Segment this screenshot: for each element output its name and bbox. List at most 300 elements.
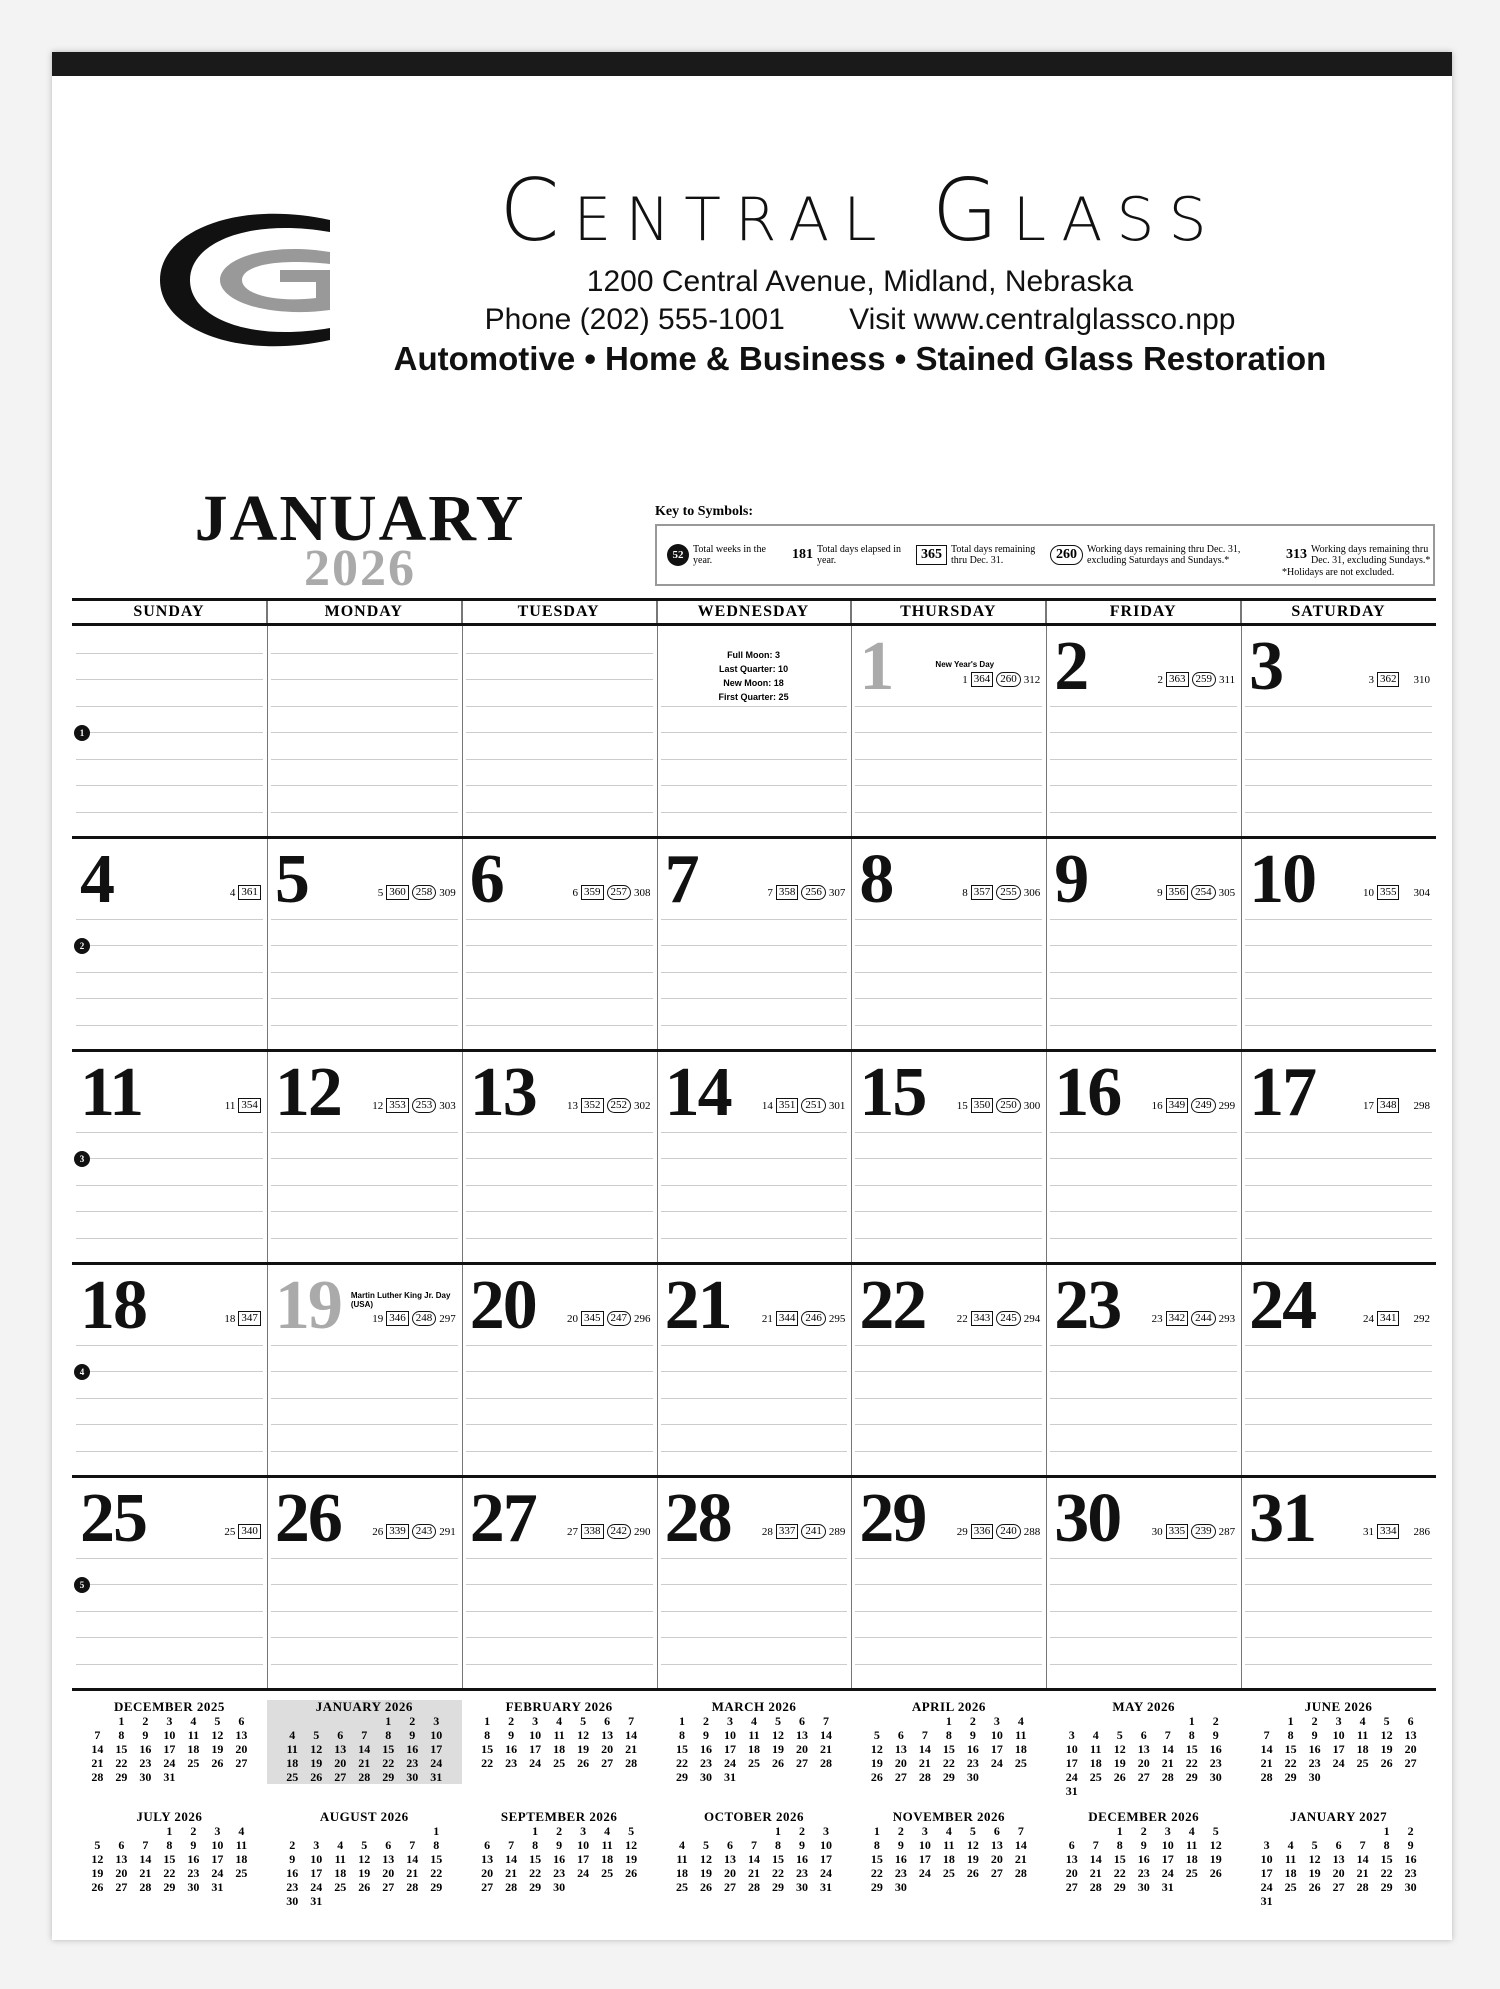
mini-day: 3: [313, 1838, 320, 1852]
writing-line: [466, 732, 653, 733]
mini-day: 1: [873, 1824, 880, 1838]
writing-line: [661, 972, 848, 973]
mini-day: 31: [211, 1880, 224, 1894]
mini-day: 21: [91, 1756, 104, 1770]
day-stats: [954, 1098, 1041, 1113]
day-stats: [1149, 1311, 1236, 1326]
mini-day: 16: [1308, 1742, 1321, 1756]
day-number: 22: [859, 1267, 926, 1344]
day-cell: [72, 626, 267, 836]
writing-line: [271, 785, 458, 786]
mini-day: 4: [1287, 1838, 1294, 1852]
day-cell: [462, 1052, 657, 1262]
workdays-remaining: 249: [1191, 1098, 1216, 1113]
day-stats: [221, 1311, 261, 1326]
mini-calendar-days: [72, 1824, 267, 1894]
mini-day: 15: [1113, 1852, 1126, 1866]
mini-day: 30: [286, 1894, 299, 1908]
mini-day: 7: [142, 1838, 149, 1852]
mini-calendar: [1046, 1810, 1241, 1894]
mini-calendar: [657, 1700, 852, 1784]
mini-blank: [304, 1714, 328, 1728]
day-number: 15: [859, 1054, 926, 1131]
mini-day: 21: [819, 1742, 832, 1756]
writing-line: [466, 1025, 653, 1026]
mini-day: 26: [577, 1756, 590, 1770]
mini-day: 18: [235, 1852, 248, 1866]
days-remaining: 362: [1377, 672, 1400, 687]
mini-day: 13: [1332, 1852, 1345, 1866]
writing-line: [1050, 1211, 1237, 1212]
mini-blank: [328, 1714, 352, 1728]
writing-line: [271, 653, 458, 654]
mini-day: 11: [235, 1838, 248, 1852]
mini-day: 13: [894, 1742, 907, 1756]
mini-day: 10: [163, 1728, 176, 1742]
moon-phase: Last Quarter: 10: [719, 664, 789, 674]
mini-day: 6: [484, 1838, 491, 1852]
mini-blank: [352, 1714, 376, 1728]
day-stats: [1149, 1098, 1236, 1113]
weekday-label: SATURDAY: [1291, 603, 1386, 620]
mini-blank: [133, 1824, 157, 1838]
workdays-sat-remaining: 311: [1219, 673, 1236, 686]
day-number: 11: [80, 1054, 143, 1131]
day-cell: [72, 1052, 267, 1262]
mini-day: 8: [774, 1838, 781, 1852]
mini-day: 28: [1260, 1770, 1273, 1784]
writing-line: [271, 706, 458, 707]
writing-line: [855, 1345, 1042, 1346]
mini-calendar: [72, 1700, 267, 1784]
mini-day: 31: [819, 1880, 832, 1894]
mini-day: 16: [505, 1742, 518, 1756]
days-remaining: 358: [776, 885, 799, 900]
mini-day: 5: [774, 1714, 781, 1728]
mini-day: 27: [382, 1880, 395, 1894]
mini-day: 25: [235, 1866, 248, 1880]
mini-day: 29: [942, 1770, 955, 1784]
day-number: 6: [469, 841, 503, 918]
mini-day: 2: [1407, 1824, 1414, 1838]
workdays-remaining: 259: [1192, 672, 1217, 687]
writing-line: [76, 972, 263, 973]
writing-line: [855, 972, 1042, 973]
writing-line: [271, 1451, 458, 1452]
day-cell: [462, 1265, 657, 1475]
mini-day: 14: [747, 1852, 760, 1866]
mini-blank: [742, 1824, 766, 1838]
mini-day: 23: [1137, 1866, 1150, 1880]
mini-day: 17: [577, 1852, 590, 1866]
writing-line: [271, 1132, 458, 1133]
mini-day: 27: [1332, 1880, 1345, 1894]
key-symbol: 52: [667, 544, 689, 566]
mini-calendar-days: [267, 1714, 462, 1784]
mini-day: 7: [1263, 1728, 1270, 1742]
day-stats: [564, 1098, 651, 1113]
key-symbol: 181: [792, 547, 813, 562]
mini-day: 16: [139, 1742, 152, 1756]
mini-day: 1: [484, 1714, 491, 1728]
workdays-remaining: 245: [996, 1311, 1021, 1326]
mini-day: 22: [1380, 1866, 1393, 1880]
mini-day: 23: [795, 1866, 808, 1880]
mini-day: 25: [601, 1866, 614, 1880]
mini-day: 14: [1014, 1838, 1027, 1852]
mini-calendar: [267, 1810, 462, 1908]
mini-day: 2: [409, 1714, 416, 1728]
mini-day: 14: [1356, 1852, 1369, 1866]
mini-day: 1: [532, 1824, 539, 1838]
writing-line: [661, 1611, 848, 1612]
mini-day: 27: [481, 1880, 494, 1894]
key-description: Working days remaining thru Dec. 31, excluding Saturdays and Sundays.*: [1087, 544, 1241, 566]
mini-day: 2: [702, 1714, 709, 1728]
writing-line: [1050, 759, 1237, 760]
mini-day: 2: [1311, 1714, 1318, 1728]
mini-day: 18: [942, 1852, 955, 1866]
mini-blank: [475, 1824, 499, 1838]
mini-day: 13: [601, 1728, 614, 1742]
key-item: [1286, 544, 1441, 566]
day-cell: [657, 626, 852, 836]
workdays-sat-remaining: 290: [634, 1525, 651, 1538]
mini-day: 4: [1092, 1728, 1099, 1742]
day-stats: [1155, 672, 1236, 687]
mini-day: 11: [1015, 1728, 1027, 1742]
mini-day: 25: [286, 1770, 299, 1784]
writing-line: [661, 1558, 848, 1559]
mini-day: 19: [966, 1852, 979, 1866]
weekday-label: SUNDAY: [72, 601, 267, 623]
days-elapsed: 22: [956, 1312, 968, 1325]
writing-line: [855, 919, 1042, 920]
mini-day: 7: [822, 1714, 829, 1728]
mini-day: 19: [1380, 1742, 1393, 1756]
mini-day: 12: [1113, 1742, 1126, 1756]
mini-day: 15: [481, 1742, 494, 1756]
writing-line: [1050, 945, 1237, 946]
workdays-remaining: 239: [1191, 1524, 1216, 1539]
writing-line: [1245, 732, 1432, 733]
writing-line: [661, 1132, 848, 1133]
writing-line: [466, 759, 653, 760]
workdays-remaining: 258: [412, 885, 437, 900]
company-contact: [360, 303, 1360, 337]
mini-day: 11: [187, 1728, 200, 1742]
mini-day: 10: [211, 1838, 224, 1852]
day-cell: [72, 1478, 267, 1688]
mini-calendar: [72, 1810, 267, 1894]
mini-calendar-title: MARCH 2026: [711, 1699, 797, 1714]
mini-blank: [328, 1824, 352, 1838]
mini-day: 5: [361, 1838, 368, 1852]
mini-day: 21: [505, 1866, 518, 1880]
mini-calendar: [1241, 1700, 1436, 1784]
mini-day: 4: [945, 1824, 952, 1838]
workdays-remaining: 242: [607, 1524, 632, 1539]
key-description: Total weeks in the year.: [693, 544, 766, 566]
mini-day: 3: [1335, 1714, 1342, 1728]
mini-day: 26: [91, 1880, 104, 1894]
mini-day: 30: [1404, 1880, 1417, 1894]
mini-day: 7: [1359, 1838, 1366, 1852]
mini-calendar: [267, 1700, 462, 1784]
mini-day: 7: [409, 1838, 416, 1852]
mini-day: 1: [1188, 1714, 1195, 1728]
mini-day: 10: [310, 1852, 323, 1866]
mini-day: 4: [556, 1714, 563, 1728]
mini-day: 18: [675, 1866, 688, 1880]
mini-day: 6: [1407, 1714, 1414, 1728]
mini-day: 15: [942, 1742, 955, 1756]
mini-day: 25: [187, 1756, 200, 1770]
writing-line: [76, 679, 263, 680]
mini-blank: [1060, 1714, 1084, 1728]
mini-day: 21: [1014, 1852, 1027, 1866]
mini-blank: [85, 1824, 109, 1838]
writing-line: [855, 1185, 1042, 1186]
writing-line: [271, 1611, 458, 1612]
writing-line: [661, 812, 848, 813]
writing-line: [76, 1664, 263, 1665]
writing-line: [271, 1025, 458, 1026]
company-phone: Phone (202) 555-1001: [484, 303, 785, 336]
mini-day: 20: [601, 1742, 614, 1756]
day-stats: [1360, 1098, 1430, 1113]
day-cell: [267, 1052, 462, 1262]
day-stats: [375, 885, 456, 900]
mini-day: 27: [795, 1756, 808, 1770]
mini-day: 23: [1308, 1756, 1321, 1770]
workdays-remaining: 260: [996, 672, 1021, 687]
mini-calendar: [851, 1810, 1046, 1894]
mini-day: 31: [163, 1770, 176, 1784]
mini-day: 16: [894, 1852, 907, 1866]
mini-calendar-days: [851, 1824, 1046, 1894]
writing-line: [1245, 1611, 1432, 1612]
writing-line: [271, 1398, 458, 1399]
writing-line: [661, 1451, 848, 1452]
mini-calendar-title: AUGUST 2026: [319, 1809, 409, 1824]
days-elapsed: 8: [962, 886, 968, 899]
mini-day: 2: [1212, 1714, 1219, 1728]
day-cell: [1046, 626, 1241, 836]
writing-line: [466, 1424, 653, 1425]
writing-line: [1050, 1398, 1237, 1399]
writing-line: [466, 1398, 653, 1399]
days-remaining: 349: [1166, 1098, 1189, 1113]
day-number: 25: [80, 1480, 146, 1557]
mini-day: 22: [430, 1866, 443, 1880]
mini-day: 30: [1137, 1880, 1150, 1894]
day-stats: [759, 1311, 846, 1326]
mini-day: 29: [870, 1880, 883, 1894]
mini-day: 29: [1380, 1880, 1393, 1894]
workdays-sat-remaining: 286: [1413, 1525, 1430, 1538]
mini-day: 18: [286, 1756, 299, 1770]
weekday-header: [72, 601, 1436, 623]
workdays-remaining: 257: [607, 885, 632, 900]
mini-day: 15: [115, 1742, 128, 1756]
mini-day: 2: [1140, 1824, 1147, 1838]
days-remaining: 346: [386, 1311, 409, 1326]
days-elapsed: 28: [761, 1525, 773, 1538]
writing-line: [466, 1611, 653, 1612]
day-number: 29: [859, 1480, 926, 1557]
mini-day: 20: [990, 1852, 1003, 1866]
mini-day: 30: [699, 1770, 712, 1784]
mini-day: 30: [1308, 1770, 1321, 1784]
week-number-icon: 3: [74, 1151, 90, 1167]
writing-line: [76, 785, 263, 786]
day-number: 23: [1054, 1267, 1121, 1344]
mini-day: 16: [406, 1742, 419, 1756]
mini-blank: [280, 1824, 304, 1838]
day-number: 20: [469, 1267, 536, 1344]
mini-day: 16: [553, 1852, 566, 1866]
key-symbol: 260: [1050, 545, 1083, 565]
mini-day: 15: [675, 1742, 688, 1756]
workdays-sat-remaining: 295: [828, 1312, 846, 1325]
mini-day: 21: [747, 1866, 760, 1880]
writing-line: [661, 998, 848, 999]
writing-line: [1245, 1132, 1432, 1133]
mini-calendar: [657, 1810, 852, 1894]
mini-day: 17: [163, 1742, 176, 1756]
mini-day: 9: [409, 1728, 416, 1742]
mini-day: 25: [675, 1880, 688, 1894]
writing-line: [271, 1345, 458, 1346]
mini-day: 16: [1404, 1852, 1417, 1866]
key-item: [916, 544, 1036, 566]
day-stats: [1360, 885, 1430, 900]
mini-blank: [304, 1824, 328, 1838]
mini-day: 20: [481, 1866, 494, 1880]
writing-line: [76, 998, 263, 999]
writing-line: [855, 812, 1042, 813]
mini-calendar-title: JUNE 2026: [1304, 1699, 1373, 1714]
mini-day: 20: [795, 1742, 808, 1756]
mini-day: 12: [625, 1838, 638, 1852]
mini-day: 25: [553, 1756, 566, 1770]
writing-line: [1050, 1611, 1237, 1612]
mini-day: 14: [1161, 1742, 1174, 1756]
mini-day: 19: [91, 1866, 104, 1880]
mini-day: 19: [870, 1756, 883, 1770]
writing-line: [466, 1664, 653, 1665]
workdays-sat-remaining: 299: [1218, 1099, 1236, 1112]
mini-calendar-days: [72, 1714, 267, 1784]
mini-day: 20: [894, 1756, 907, 1770]
mini-day: 7: [1092, 1838, 1099, 1852]
mini-calendar-days: [462, 1824, 657, 1894]
day-stats: [759, 1098, 846, 1113]
writing-line: [1050, 1345, 1237, 1346]
day-cell: [1241, 1478, 1436, 1688]
mini-day: 8: [484, 1728, 491, 1742]
days-elapsed: 12: [372, 1099, 384, 1112]
writing-line: [1050, 785, 1237, 786]
workdays-remaining: 256: [801, 885, 826, 900]
writing-line: [466, 1584, 653, 1585]
week-number-icon: 1: [74, 725, 90, 741]
workdays-sat-remaining: 303: [439, 1099, 456, 1112]
writing-line: [271, 1185, 458, 1186]
mini-day: 2: [190, 1824, 197, 1838]
day-cell: [851, 1265, 1046, 1475]
mini-day: 22: [115, 1756, 128, 1770]
writing-line: [661, 1371, 848, 1372]
mini-day: 20: [382, 1866, 395, 1880]
mini-day: 12: [211, 1728, 224, 1742]
writing-line: [76, 919, 263, 920]
mini-day: 22: [771, 1866, 784, 1880]
mini-day: 3: [433, 1714, 440, 1728]
mini-day: 24: [1065, 1770, 1078, 1784]
mini-day: 31: [723, 1770, 736, 1784]
mini-day: 9: [190, 1838, 197, 1852]
workdays-sat-remaining: 307: [828, 886, 846, 899]
mini-day: 16: [966, 1742, 979, 1756]
mini-day: 9: [508, 1728, 515, 1742]
mini-day: 2: [508, 1714, 515, 1728]
mini-day: 1: [1383, 1824, 1390, 1838]
writing-line: [1245, 812, 1432, 813]
days-remaining: 355: [1377, 885, 1400, 900]
key-description: Total days elapsed in year.: [817, 544, 901, 566]
workdays-sat-remaining: 288: [1023, 1525, 1041, 1538]
writing-line: [855, 759, 1042, 760]
days-remaining: 350: [971, 1098, 994, 1113]
mini-calendar-days: [1241, 1714, 1436, 1784]
mini-day: 17: [1332, 1742, 1345, 1756]
mini-day: 14: [505, 1852, 518, 1866]
mini-day: 28: [1089, 1880, 1102, 1894]
mini-day: 5: [969, 1824, 976, 1838]
writing-line: [1050, 1238, 1237, 1239]
days-remaining: 348: [1377, 1098, 1400, 1113]
mini-day: 3: [1263, 1838, 1270, 1852]
mini-blank: [280, 1714, 304, 1728]
day-cell: [657, 1052, 852, 1262]
writing-line: [271, 972, 458, 973]
writing-line: [271, 812, 458, 813]
mini-day: 5: [94, 1838, 101, 1852]
mini-day: 1: [166, 1824, 173, 1838]
mini-day: 6: [1140, 1728, 1147, 1742]
day-stats: [369, 1311, 456, 1326]
writing-line: [1245, 919, 1432, 920]
mini-day: 10: [1161, 1838, 1174, 1852]
mini-calendar-days: [657, 1824, 852, 1894]
writing-line: [466, 1637, 653, 1638]
mini-day: 5: [313, 1728, 320, 1742]
writing-line: [271, 679, 458, 680]
mini-calendar: [462, 1700, 657, 1770]
mini-day: 5: [1311, 1838, 1318, 1852]
writing-line: [1245, 972, 1432, 973]
writing-line: [466, 653, 653, 654]
mini-day: 16: [699, 1742, 712, 1756]
mini-day: 18: [601, 1852, 614, 1866]
writing-line: [466, 998, 653, 999]
writing-line: [661, 1345, 848, 1346]
writing-line: [661, 1211, 848, 1212]
writing-line: [76, 1424, 263, 1425]
key-symbol: 313: [1286, 547, 1307, 562]
